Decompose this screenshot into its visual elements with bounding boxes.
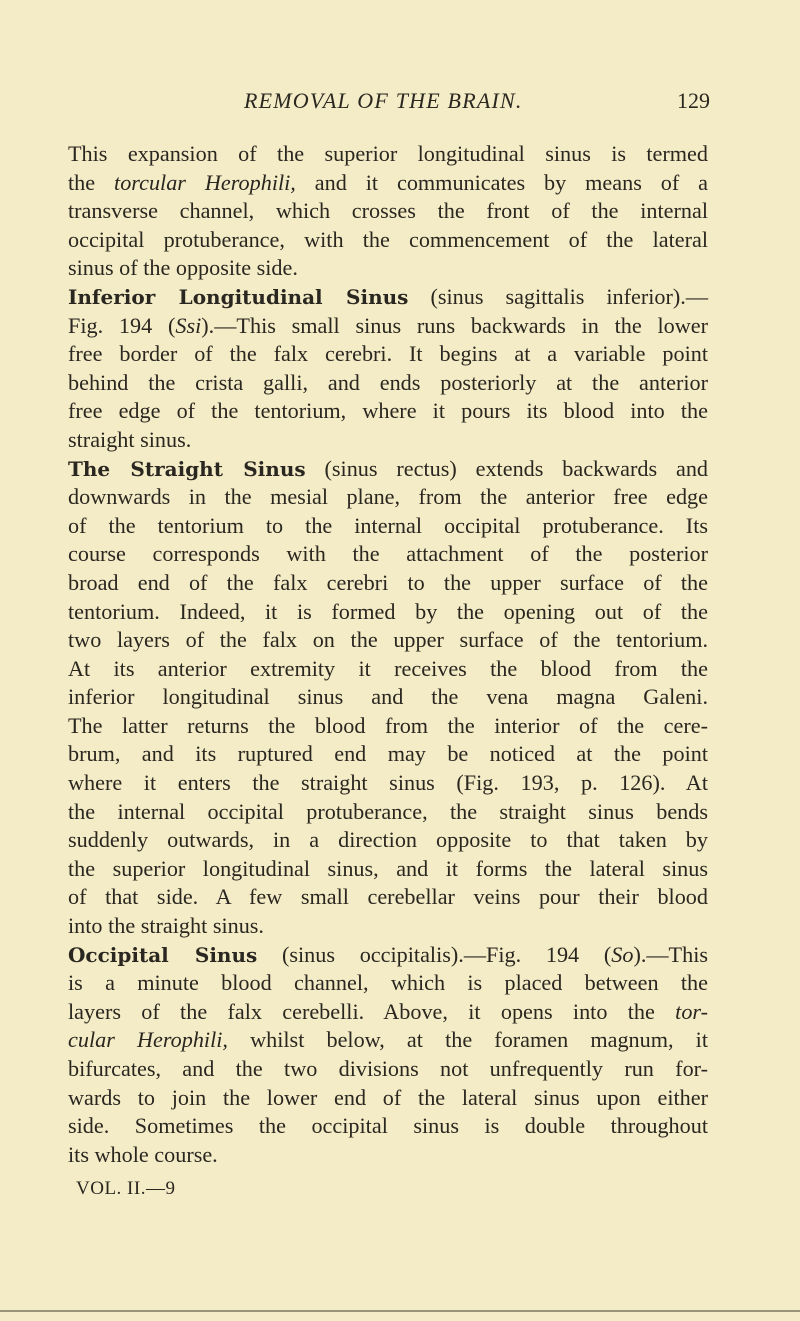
text-line: behind the crista galli, and ends posteriorly at the anterior [68,369,708,395]
text-line: broad end of the falx cerebri to the upper surface of the [68,569,708,595]
text-line: where it enters the straight sinus (Fig. 193, p. 126). At [68,770,708,796]
section-heading: Inferior Longitudinal Sinus [68,284,409,309]
text-line: side. Sometimes the occipital sinus is double throughout [68,1113,708,1139]
text-line: free border of the falx cerebri. It begins at a variable point [68,341,708,367]
text-line: two layers of the falx on the upper surface of the tentorium. [68,627,708,653]
text-line: bifurcates, and the two divisions not unfrequently run for- [68,1056,708,1081]
text-line: Occipital Sinus (sinus occipitalis).—Fig. 194 (So).—This [68,941,709,967]
text-line: the torcular Herophili, and it communicates by means of a [68,169,709,195]
text-line: inferior longitudinal sinus and the vena magna Galeni. [68,684,708,710]
text-line: is a minute blood channel, which is placed between the [68,970,708,996]
text-line: its whole course. [68,1141,218,1167]
text-line: downwards in the mesial plane, from the anterior free edge [68,484,708,510]
text-line: This expansion of the superior longitudinal sinus is termed [68,141,708,166]
text-line: the superior longitudinal sinus, and it forms the lateral sinus [68,855,708,881]
text-line: cular Herophili, whilst below, at the foramen magnum, it [68,1027,709,1053]
text-line: free edge of the tentorium, where it pours its blood into the [68,398,708,424]
text-line: the internal occipital protuberance, the straight sinus bends [68,798,708,824]
italic-term: tor- [675,998,709,1024]
italic-term: cular Herophili, [68,1027,228,1053]
text-line: into the straight sinus. [68,913,264,939]
signature-mark: VOL. II.—9 [76,1178,176,1199]
text-line: straight sinus. [68,426,192,452]
text-line: At its anterior extremity it receives the blood from the [68,655,708,681]
page-header [0,86,800,120]
text-line: The latter returns the blood from the interior of the cere- [68,712,708,738]
text-line: occipital protuberance, with the commencement of the lateral [68,226,708,252]
text-line: transverse channel, which crosses the front of the internal [68,198,708,224]
text-line: of that side. A few small cerebellar veins pour their blood [68,884,708,910]
italic-term: torcular Herophili, [114,169,296,195]
text-line: wards to join the lower end of the lateral sinus upon either [68,1084,708,1110]
text-line: Fig. 194 (Ssi).—This small sinus runs backwards in the lower [68,312,708,338]
text-line: layers of the falx cerebelli. Above, it opens into the tor- [68,998,709,1024]
text-line: of the tentorium to the internal occipital protuberance. Its [68,512,708,538]
text-line: sinus of the opposite side. [68,255,298,281]
text-line: Inferior Longitudinal Sinus (sinus sagittalis inferior).— [68,283,709,309]
text-line: suddenly outwards, in a direction opposite to that taken by [68,827,708,853]
running-title: REMOVAL OF THE BRAIN. [244,88,523,113]
page-edge-divider [0,1310,800,1312]
figure-label: Ssi [175,312,202,338]
page-number: 129 [677,88,710,113]
figure-label: So [611,941,634,967]
section-heading: The Straight Sinus [68,456,306,481]
text-line: The Straight Sinus (sinus rectus) extends backwards and [68,455,709,481]
section-heading: Occipital Sinus [68,942,258,967]
text-line: tentorium. Indeed, it is formed by the opening out of the [68,598,708,624]
text-line: course corresponds with the attachment of the posterior [68,541,708,567]
body-text [68,140,708,1169]
text-line: brum, and its ruptured end may be noticed at the point [68,741,708,767]
